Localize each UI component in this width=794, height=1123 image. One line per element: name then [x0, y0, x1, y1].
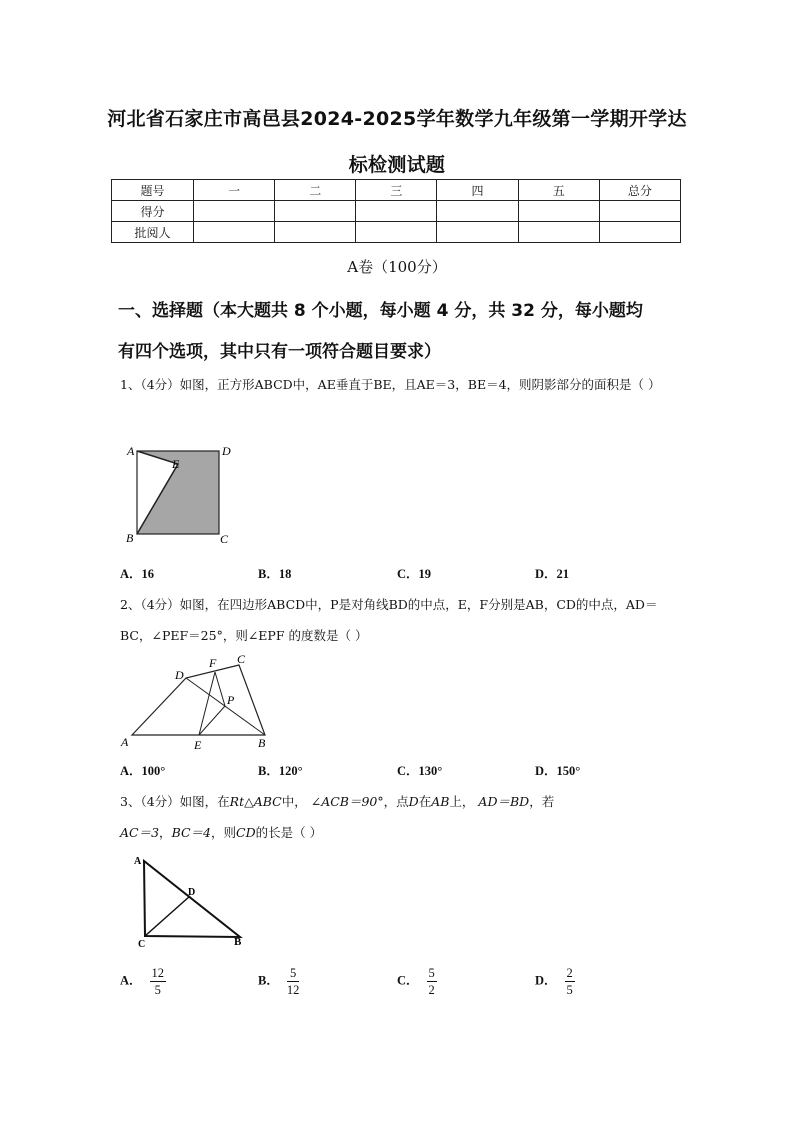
question-3-figure: [130, 852, 255, 952]
point-label-c: C: [220, 532, 229, 546]
score-cell[interactable]: [437, 222, 518, 243]
segment-fp: [215, 672, 225, 706]
score-cell[interactable]: [356, 201, 437, 222]
point-label-b: B: [234, 936, 242, 948]
score-cell[interactable]: [518, 201, 599, 222]
question-2-text: 2、（4分）如图，在四边形ABCD中，P是对角线BD的中点，E，F分别是AB，CD的中点，AD＝BC，∠PEF＝25°，则∠EPF 的度数是（ ）: [120, 597, 658, 643]
triangle-abc: [144, 861, 240, 937]
numerator: 5: [287, 965, 300, 982]
question-3-line1: [120, 786, 680, 817]
score-table-header-row: [112, 180, 681, 201]
q3-math: AB: [431, 794, 450, 809]
score-cell[interactable]: [275, 201, 356, 222]
q3-math: D: [408, 794, 419, 809]
option-letter: D．: [535, 973, 557, 988]
denominator: 2: [428, 983, 435, 997]
section-heading-line2: 有四个选项，其中只有一项符合题目要求）: [118, 342, 441, 362]
q3-text: ，则: [211, 825, 237, 840]
score-table-header: 二: [275, 180, 356, 201]
point-label-c: C: [138, 939, 146, 950]
q1-option-b[interactable]: B．18: [258, 567, 292, 581]
score-cell[interactable]: [518, 222, 599, 243]
score-cell[interactable]: [194, 201, 275, 222]
score-cell[interactable]: [599, 222, 680, 243]
point-label-d: D: [175, 668, 184, 682]
point-label-e: E: [194, 738, 202, 752]
q3-math: BC＝4: [171, 825, 211, 840]
point-label-a: A: [121, 735, 129, 749]
question-1-figure: [120, 440, 240, 550]
score-table-row-label: 得分: [112, 201, 194, 222]
q3-math: ∠ACB＝90°: [310, 794, 384, 809]
q3-text: 3、（4分）如图，在: [120, 794, 230, 809]
q3-text: 中，: [281, 794, 307, 809]
score-table-header: 题号: [112, 180, 194, 201]
score-table-header: 五: [518, 180, 599, 201]
option-letter: C．: [397, 973, 419, 988]
score-table-header: 四: [437, 180, 518, 201]
option-letter: B．: [258, 973, 279, 988]
score-table-header: 一: [194, 180, 275, 201]
q3-text: 的长是（ ）: [255, 825, 323, 840]
numerator: 2: [566, 966, 573, 980]
denominator: 5: [154, 983, 161, 997]
point-label-p: P: [227, 693, 235, 707]
diagonal-bd: [186, 678, 265, 735]
q3-text: 在: [418, 794, 432, 809]
point-label-a: A: [134, 856, 142, 867]
score-cell[interactable]: [437, 201, 518, 222]
score-table: [111, 179, 681, 243]
question-2-figure: [115, 652, 280, 752]
q3-option-b[interactable]: [258, 965, 299, 998]
score-cell[interactable]: [599, 201, 680, 222]
denominator: 5: [566, 983, 573, 997]
segment-cd: [145, 896, 190, 936]
q3-text: ，: [159, 825, 172, 840]
section-heading-line1: 一、选择题（本大题共 8 个小题，每小题 4 分，共 32 分，每小题均: [118, 301, 643, 321]
point-label-c: C: [237, 652, 246, 666]
question-1-text: 1、（4分）如图，正方形ABCD中，AE垂直于BE，且AE＝3，BE＝4，则阴影部分的面积是（ ）: [120, 377, 661, 392]
q1-option-c[interactable]: C．19: [397, 567, 432, 581]
q1-option-a[interactable]: A．16: [120, 567, 155, 581]
q2-option-d[interactable]: D．150°: [535, 764, 581, 778]
score-cell[interactable]: [194, 222, 275, 243]
point-label-b: B: [126, 531, 134, 545]
point-label-d: D: [188, 887, 196, 898]
score-table-row: [112, 222, 681, 243]
point-label-a: A: [127, 444, 135, 458]
point-label-b: B: [258, 736, 266, 750]
point-label-e: E: [172, 457, 180, 471]
quadrilateral-abcd: [132, 665, 265, 735]
q1-option-d[interactable]: D．21: [535, 567, 570, 581]
fraction: [427, 965, 437, 998]
denominator: 12: [286, 983, 300, 997]
numerator: 5: [428, 966, 435, 980]
numerator: 12: [151, 966, 165, 980]
q2-option-c[interactable]: C．130°: [397, 764, 443, 778]
q3-math: AD＝BD: [478, 794, 530, 809]
q3-text: 上，: [449, 794, 475, 809]
q3-option-a[interactable]: [120, 965, 166, 998]
point-label-f: F: [209, 656, 217, 670]
q2-option-a[interactable]: A．100°: [120, 764, 166, 778]
point-label-d: D: [222, 444, 231, 458]
q3-option-c[interactable]: [397, 965, 437, 998]
score-cell[interactable]: [275, 222, 356, 243]
paper-label: A卷（100分）: [347, 258, 447, 276]
score-table-header: 总分: [599, 180, 680, 201]
q3-option-d[interactable]: [535, 965, 575, 998]
q3-math: CD: [236, 825, 256, 840]
fraction: [150, 965, 167, 998]
option-letter: A．: [120, 973, 142, 988]
fraction: [287, 965, 300, 998]
q3-text: ，若: [529, 794, 555, 809]
question-3-line2: [120, 817, 680, 848]
q2-option-b[interactable]: B．120°: [258, 764, 303, 778]
score-table-row-label: 批阅人: [112, 222, 194, 243]
q3-math: Rt△ABC: [229, 794, 282, 809]
q3-math: AC＝3: [120, 825, 160, 840]
page-title-line1: 河北省石家庄市高邑县2024-2025学年数学九年级第一学期开学达: [107, 108, 687, 130]
score-table-header: 三: [356, 180, 437, 201]
score-cell[interactable]: [356, 222, 437, 243]
score-table-row: [112, 201, 681, 222]
page-title-line2: 标检测试题: [348, 154, 446, 176]
q3-text: ，点: [383, 794, 409, 809]
fraction: [565, 965, 575, 998]
